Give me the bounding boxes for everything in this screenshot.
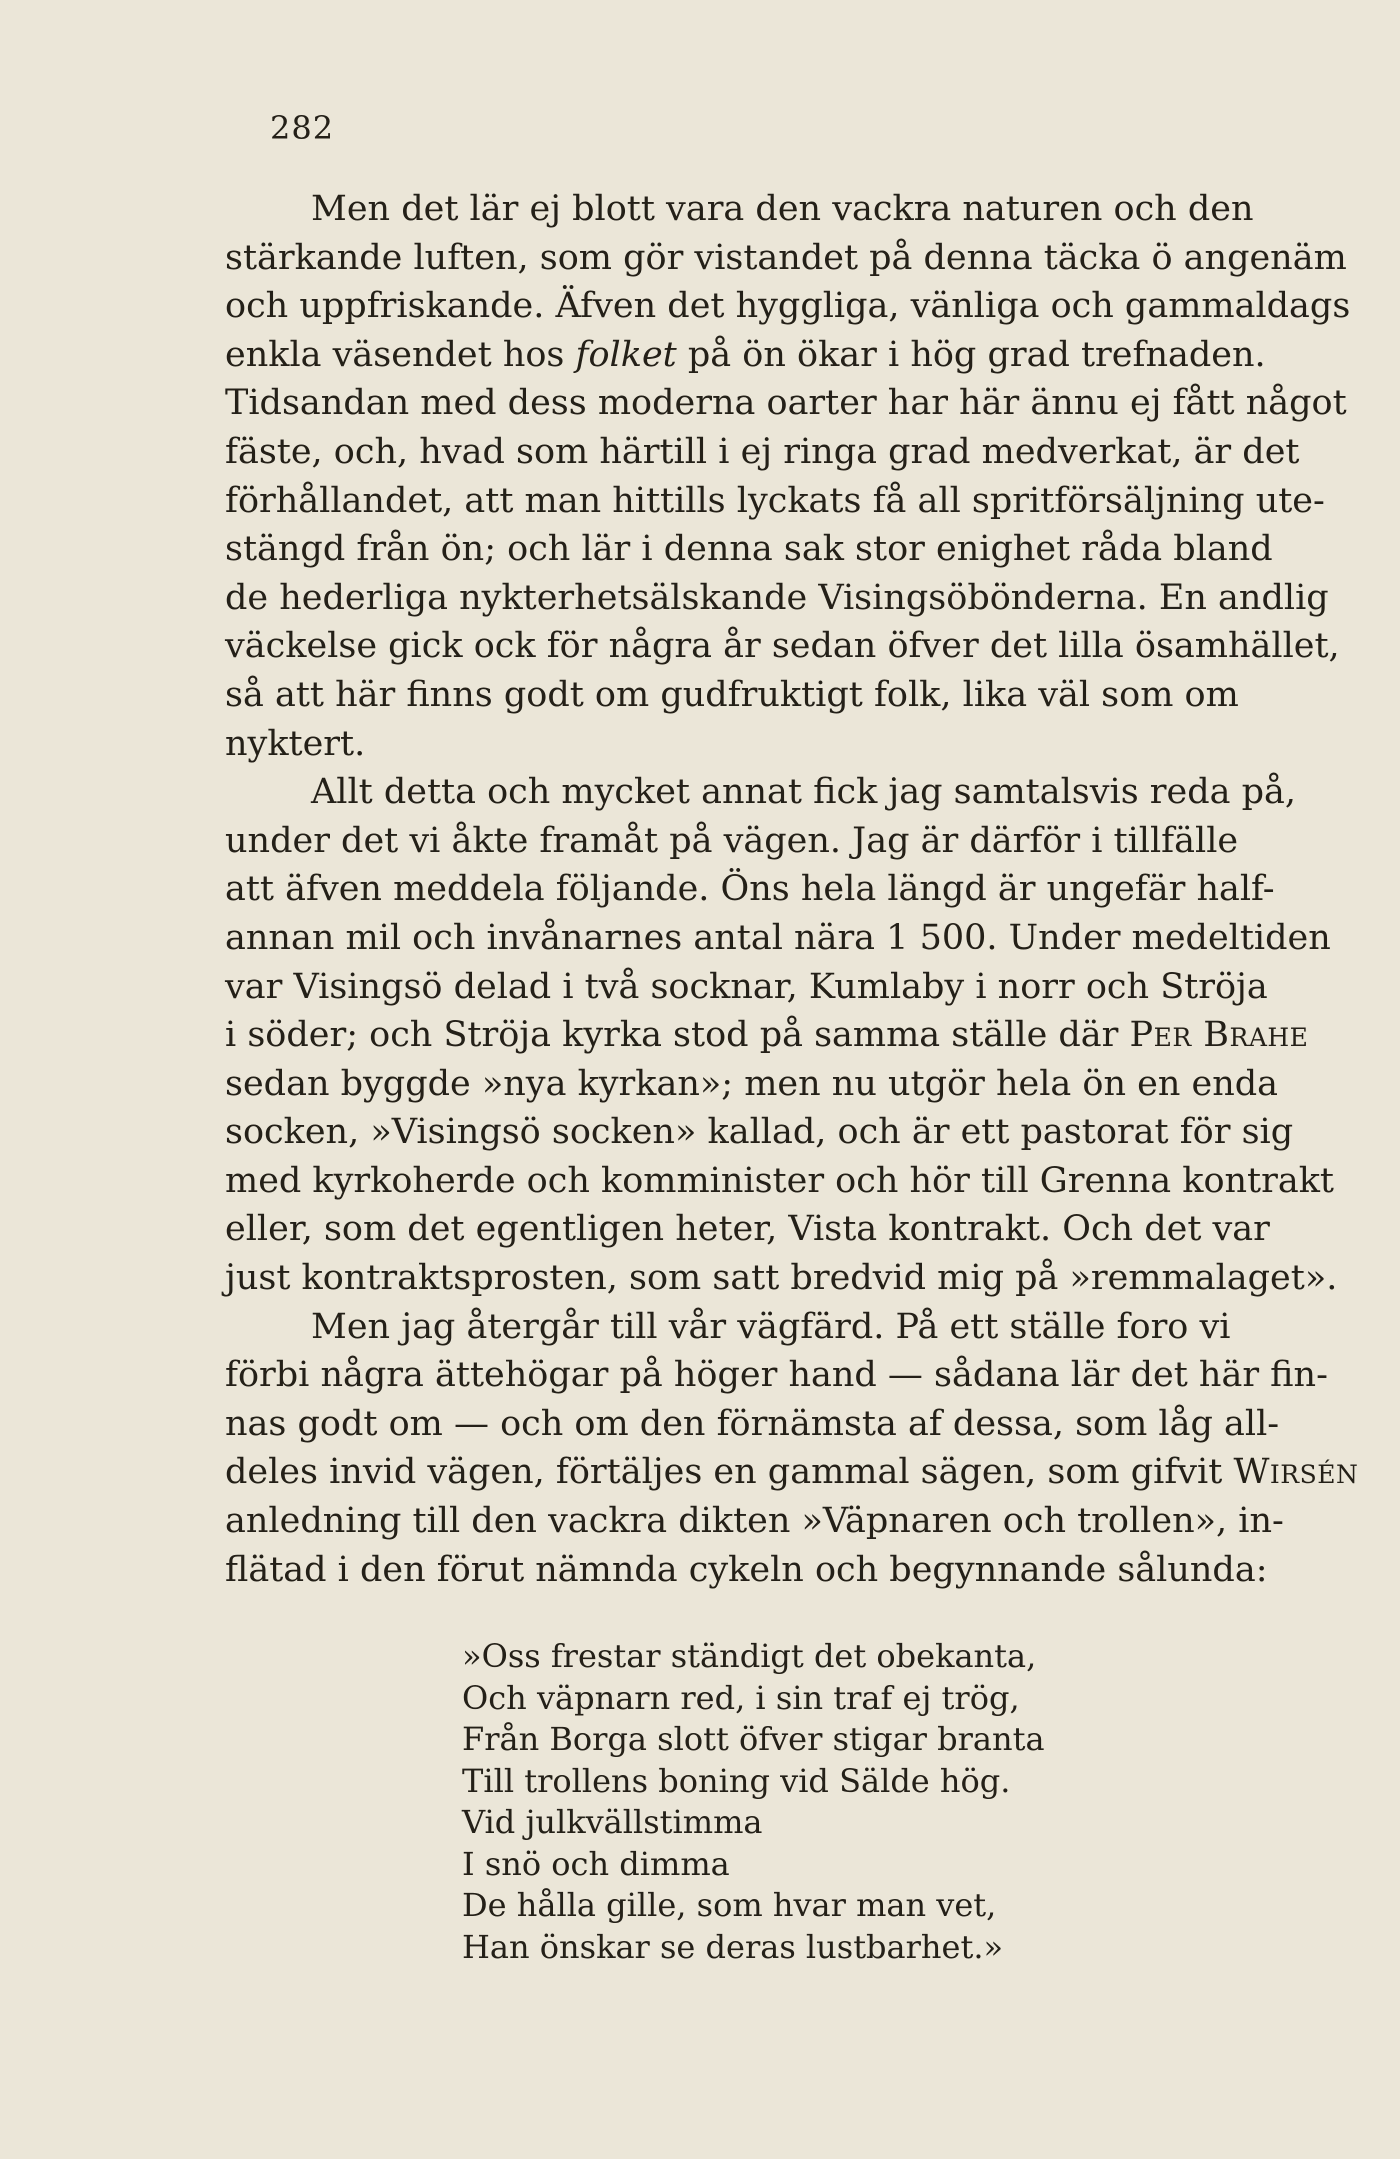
verse-line: »Oss frestar ständigt det obekanta,	[462, 1637, 1037, 1675]
text-line: flätad i den förut nämnda cykeln och begynnande sålunda:	[225, 1549, 1268, 1590]
text-line: med kyrkoherde och komminister och hör till Grenna kontrakt	[225, 1160, 1334, 1201]
verse-line: Vid julkvällstimma	[462, 1803, 763, 1841]
text-line: nas godt om — och om den förnämsta af dessa, som låg all-	[225, 1403, 1280, 1444]
text-line: Allt detta och mycket annat fick jag samtalsvis reda på,	[311, 772, 1297, 813]
line-segment: enkla väsendet hos	[225, 334, 576, 375]
verse-quotation	[462, 1636, 1082, 1968]
verse-line: Från Borga slott öfver stigar branta	[462, 1720, 1045, 1758]
text-line: förhållandet, att man hittills lyckats få all spritförsäljning ute-	[225, 480, 1325, 521]
text-line: Men det lär ej blott vara den vackra naturen och den	[311, 189, 1254, 229]
text-line: just kontraktsprosten, som satt bredvid mig på »remmalaget».	[225, 1258, 1338, 1299]
text-line: väckelse gick ock för några år sedan öfver det lilla ösamhället,	[225, 626, 1340, 667]
text-line: annan mil och invånarnes antal nära 1 500. Under medeltiden	[225, 917, 1331, 958]
text-line: nyktert.	[225, 723, 366, 764]
text-line: att äfven meddela följande. Öns hela längd är ungefär half-	[225, 869, 1275, 910]
text-line: förbi några ättehögar på höger hand — sådana lär det här fin-	[225, 1355, 1328, 1396]
line-segment: i söder; och Ströja kyrka stod på samma ställe där	[225, 1015, 1130, 1056]
name-wirsen: Wirsén	[1233, 1452, 1359, 1493]
line-segment: på ön ökar i hög grad trefnaden.	[676, 334, 1266, 375]
text-line: var Visingsö delad i två socknar, Kumlaby i norr och Ströja	[225, 966, 1268, 1007]
text-line: Men jag återgår till vår vägfärd. På ett ställe foro vi	[311, 1306, 1231, 1347]
text-line: fäste, och, hvad som härtill i ej ringa grad medverkat, är det	[225, 431, 1300, 472]
paragraph-2	[225, 768, 1338, 1303]
line-segment: deles invid vägen, förtäljes en gammal sägen, som gifvit	[225, 1452, 1234, 1493]
text-line-with-italic	[225, 331, 1315, 380]
paragraph-1	[225, 185, 1351, 768]
text-line: så att här finns godt om gudfruktigt folk, lika väl som om	[225, 674, 1239, 715]
text-line: och uppfriskande. Äfven det hyggliga, vänliga och gammaldags	[225, 286, 1351, 327]
text-line: Tidsandan med dess moderna oarter har här ännu ej fått något	[225, 383, 1347, 424]
text-line-with-name	[225, 1448, 1359, 1497]
text-line: de hederliga nykterhetsälskande Visingsöbönderna. En andlig	[225, 577, 1329, 618]
main-prose	[225, 185, 1359, 1594]
text-line: stärkande luften, som gör vistandet på denna täcka ö angenäm	[225, 237, 1347, 278]
text-line: anledning till den vackra dikten »Väpnaren och trollen», in-	[225, 1501, 1284, 1542]
verse-line: I snö och dimma	[462, 1844, 730, 1883]
verse-line: Till trollens boning vid Sälde hög.	[462, 1761, 1011, 1800]
verse-line: Han önskar se deras lustbarhet.»	[462, 1927, 1004, 1966]
text-line-with-name	[225, 1011, 1315, 1060]
text-line: under det vi åkte framåt på vägen. Jag är därför i tillfälle	[225, 820, 1239, 861]
verse-line: De hålla gille, som hvar man vet,	[462, 1886, 997, 1924]
paragraph-3	[225, 1303, 1359, 1595]
text-line: eller, som det egentligen heter, Vista kontrakt. Och det var	[225, 1209, 1270, 1250]
text-line: socken, »Visingsö socken» kallad, och är ett pastorat för sig	[225, 1112, 1294, 1153]
text-line: stängd från ön; och lär i denna sak stor enighet råda bland	[225, 529, 1273, 570]
page-number: 282	[270, 109, 335, 147]
verse-line: Och väpnarn red, i sin traf ej trög,	[462, 1678, 1020, 1717]
italic-folket: folket	[575, 334, 677, 375]
name-per-brahe: Per Brahe	[1129, 1015, 1309, 1056]
text-line: sedan byggde »nya kyrkan»; men nu utgör hela ön en enda	[225, 1063, 1279, 1104]
